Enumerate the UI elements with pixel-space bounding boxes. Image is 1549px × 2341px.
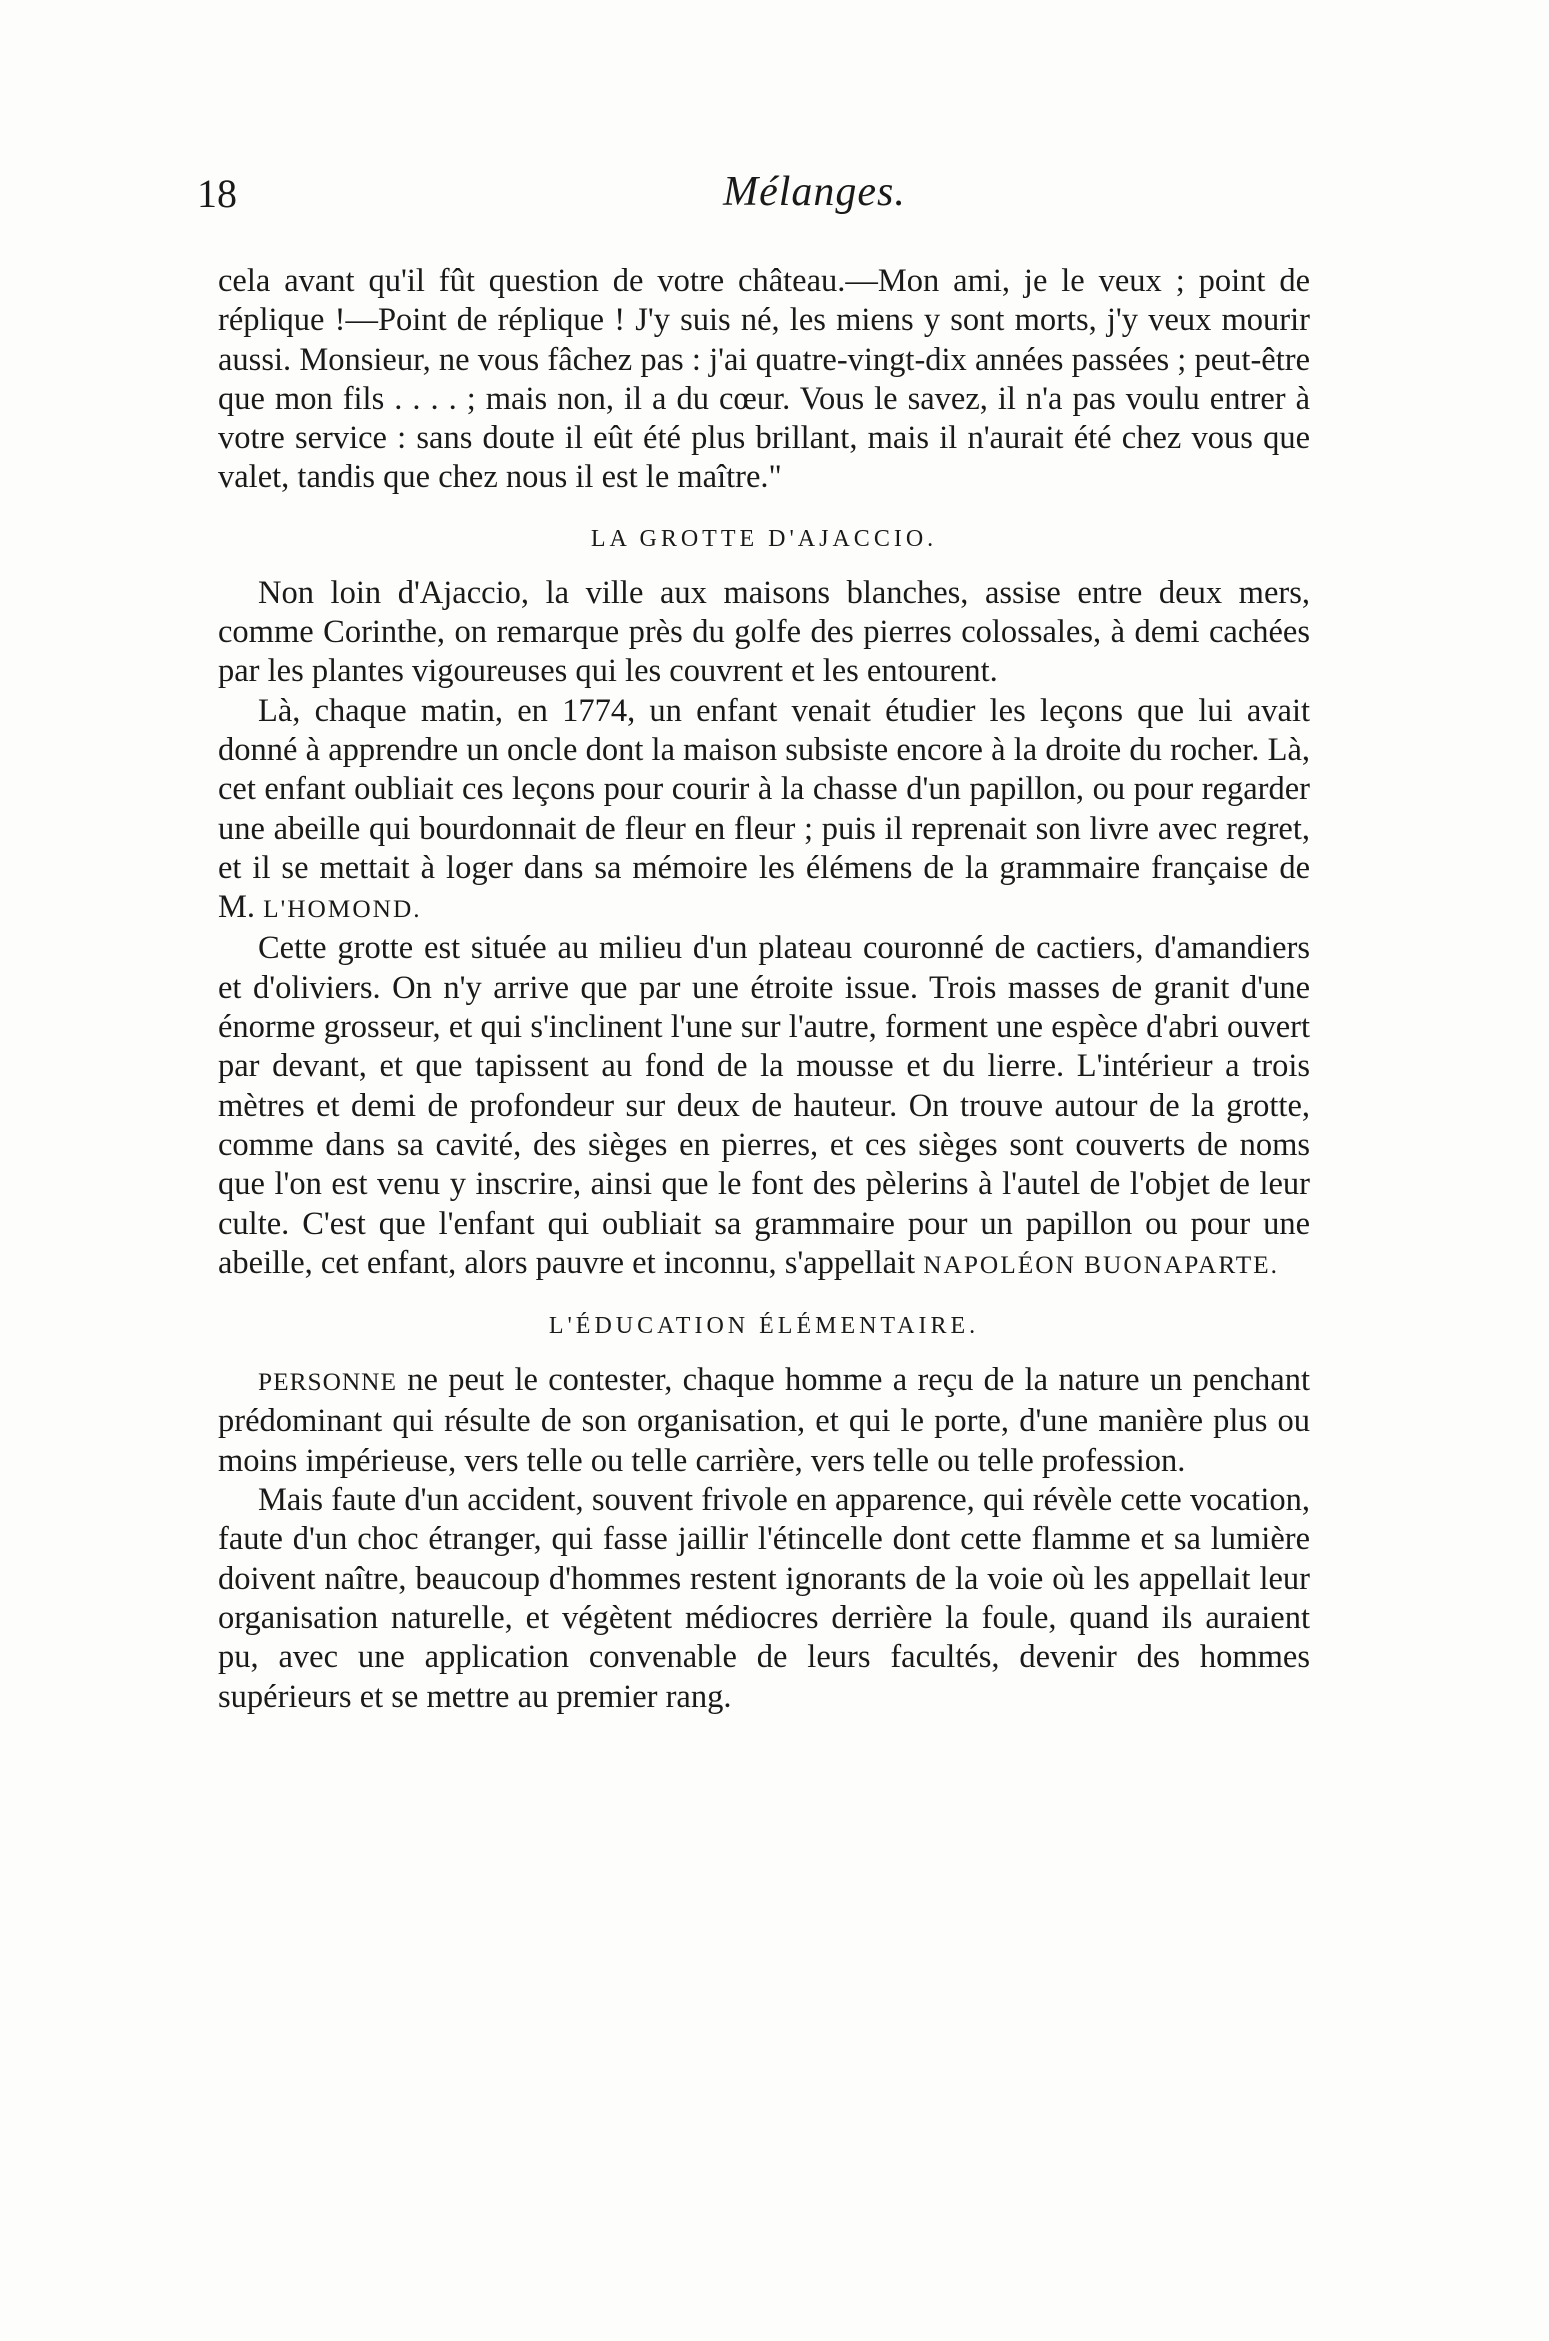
lead-word: PERSONNE [258,1368,397,1397]
paragraph-text: ne peut le contester, chaque homme a reçu de la nature un penchant prédominant qui résulte de son organisation, et qui le porte, d'une manière plus ou moins impérieuse, vers telle ou telle carrière, vers telle ou telle profession. [218,1362,1310,1479]
paragraph: Non loin d'Ajaccio, la ville aux maisons blanches, assise entre deux mers, comme Corinthe, on remarque près du golfe des pierres colossales, à demi cachées par les plantes vigoureuses qui les couvrent et les entourent. [218,574,1310,690]
paragraph [218,692,1310,930]
paragraph [218,929,1310,1285]
paragraph [218,1361,1310,1481]
paragraph: Mais faute d'un accident, souvent frivole en apparence, qui révèle cette vocation, faute d'un choc étranger, qui fasse jaillir l'étincelle dont cette flamme et sa lumière doivent naître, beaucoup d'hommes restent ignorants de la voie où les appellait leur organisation naturelle, et végètent médiocres derrière la foule, quand ils auraient pu, avec une application convenable de leurs facultés, devenir des hommes supérieurs et se mettre au premier rang. [218,1482,1310,1715]
proper-name-lhomond: L'HOMOND. [263,895,422,924]
proper-name-napoleon: NAPOLÉON BUONAPARTE. [923,1250,1280,1279]
paragraph-continuation: cela avant qu'il fût question de votre château.—Mon ami, je le veux ; point de réplique !—Point de réplique ! J'y suis né, les miens y sont morts, j'y veux mourir aussi. Monsieur, ne vous fâchez pas : j'ai quatre-vingt-dix années passées ; peut-être que mon fils . . . . ; mais non, il a du cœur. Vous le savez, il n'a pas voulu entrer à votre service : sans doute il eût été plus brillant, mais il n'aurait été chez vous que valet, tandis que chez nous il est le maître." [218,263,1310,496]
page-body [218,262,1310,1717]
page-number: 18 [197,171,237,216]
section-heading-grotte: LA GROTTE D'AJACCIO. [590,525,938,552]
running-title: Mélanges. [723,169,906,215]
paragraph-text: Là, chaque matin, en 1774, un enfant venait étudier les leçons que lui avait donné à apprendre un oncle dont la maison subsiste encore à la droite du rocher. Là, cet enfant oubliait ces leçons pour courir à la chasse d'un papillon, ou pour regarder une abeille qui bourdonnait de fleur en fleur ; puis il reprenait son livre avec regret, et il se mettait à loger dans sa mémoire les élémens de la grammaire française de M. [218,692,1310,926]
paragraph-text: Cette grotte est située au milieu d'un plateau couronné de cactiers, d'amandiers et d'oliviers. On n'y arrive que par une étroite issue. Trois masses de granit d'une énorme grosseur, et qui s'inclinent l'une sur l'autre, forment une espèce d'abri ouvert par devant, et que tapissent au fond de la mousse et du lierre. L'intérieur a trois mètres et demi de profondeur sur deux de hauteur. On trouve autour de la grotte, comme dans sa cavité, des sièges en pierres, et ces sièges sont couverts de noms que l'on est venu y inscrire, ainsi que le font des pèlerins à l'autel de l'objet de leur culte. C'est que l'enfant qui oubliait sa grammaire pour un papillon ou pour une abeille, cet enfant, alors pauvre et inconnu, s'appellait [218,930,1310,1281]
section-heading-education: L'ÉDUCATION ÉLÉMENTAIRE. [548,1313,980,1340]
